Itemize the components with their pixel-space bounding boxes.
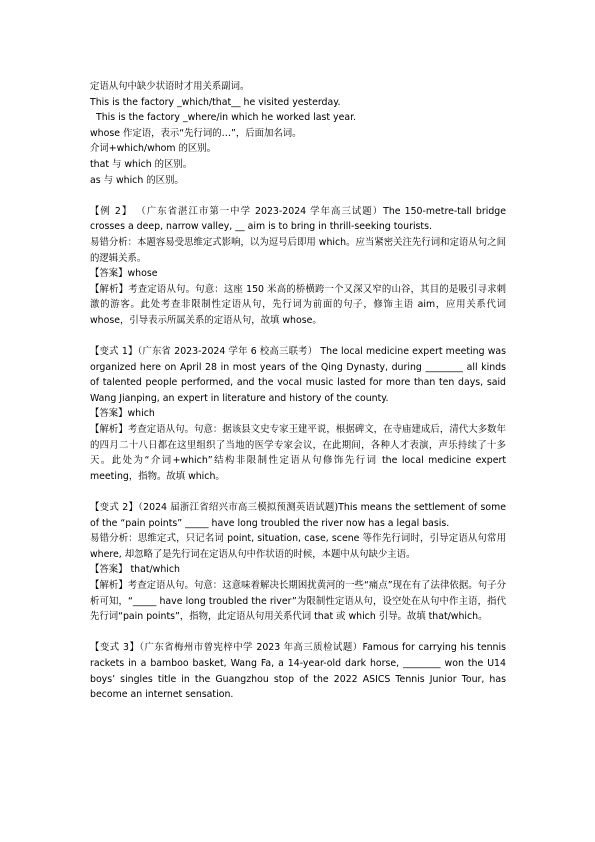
variant-3-question: 【变式 3】（广东省梅州市曾宪梓中学 2023 年高三质检试题）Famous for carrying his tennis rackets in a bamboo basket, Wang Fa, a 14-year-old dark horse, ________ won the U14 boys’ singles title in the Guangzhou stop of the 2022 ASICS Tennis Junior Tour, has become an internet sensation.	[90, 642, 506, 701]
variant-2-error-analysis: 易错分析：思维定式，只记名词 point, situation, case, scene 等作先行词时，引导定语从句常用 where, 却忽略了是先行词在定语从句中作状语的时候，本题中从句缺少主语。	[90, 533, 506, 560]
variant-2-question: 【变式 2】（2024 届浙江省绍兴市高三模拟预测英语试题)This means the settlement of some of the “pain points” _____ have long troubled the river now has a legal basis.	[90, 502, 506, 529]
example-2-error-analysis: 易错分析：本题容易受思维定式影响，以为逗号后即用 which。应当紧密关注先行词和定语从句之间的逻辑关系。	[90, 236, 506, 264]
intro-line: whose 作定语，表示“先行词的…”，后面加名词。	[90, 127, 302, 139]
intro-line: as 与 which 的区别。	[90, 174, 184, 186]
document-page	[90, 79, 506, 703]
intro-line: This is the factory _which/that__ he visited yesterday.	[90, 96, 341, 108]
intro-line: 定语从句中缺少状语时才用关系副词。	[90, 81, 250, 92]
intro-line: This is the factory _where/in which he worked last year.	[90, 112, 357, 124]
intro-line: that 与 which 的区别。	[90, 158, 193, 170]
variant-1-question: 【变式 1】（广东省 2023-2024 学年 6 校高三联考） The local medicine expert meeting was organized here on April 28 in most years of the Qing Dynasty, during ________ all kinds of talented people performed, and the vocal music lasted for more than ten days, said Wang Jianping, an expert in literature and history of the county.	[90, 346, 506, 404]
variant-2-answer: 【答案】 that/which	[90, 564, 180, 576]
example-2-analysis: 【解析】考查定语从句。句意：这座 150 米高的桥横跨一个又深又窄的山谷，其目的是吸引寻求刺激的游客。此处考查非限制性定语从句，先行词为前面的句子，修饰主语 aim，应用关系代词 whose，引导表示所属关系的定语从句，故填 whose。	[90, 283, 506, 326]
example-2-answer: 【答案】whose	[90, 268, 158, 280]
variant-2-analysis: 【解析】考查定语从句。句意：这意味着解决长期困扰黄河的一些“痛点”现在有了法律依据。句子分析可知，“_____ have long troubled the river”为限制性定语从句，设空处在从句中作主语，指代先行词“pain points”，指物，此定语从句用关系代词 that 或 which 引导。故填 that/which。	[90, 580, 506, 623]
example-2-question: 【例 2】 （广东省湛江市第一中学 2023-2024 学年高三试题）The 150-metre-tall bridge crosses a deep, narrow valley, __ aim is to bring in thrill-seeking tourists.	[90, 205, 506, 233]
variant-1-analysis: 【解析】考查定语从句。句意：据该县文史专家王建平说，根据碑文，在寺庙建成后，清代大多数年的四月二十八日都在这里组织了当地的医学专家会议，在此期间，各种人才表演，声乐持续了十多天。此处为“介词+which”结构非限制性定语从句修饰先行词 the local medicine expert meeting，指物。故填 which。	[90, 424, 506, 482]
intro-line: 介词+which/whom 的区别。	[90, 143, 217, 155]
variant-1-answer: 【答案】which	[90, 408, 155, 420]
